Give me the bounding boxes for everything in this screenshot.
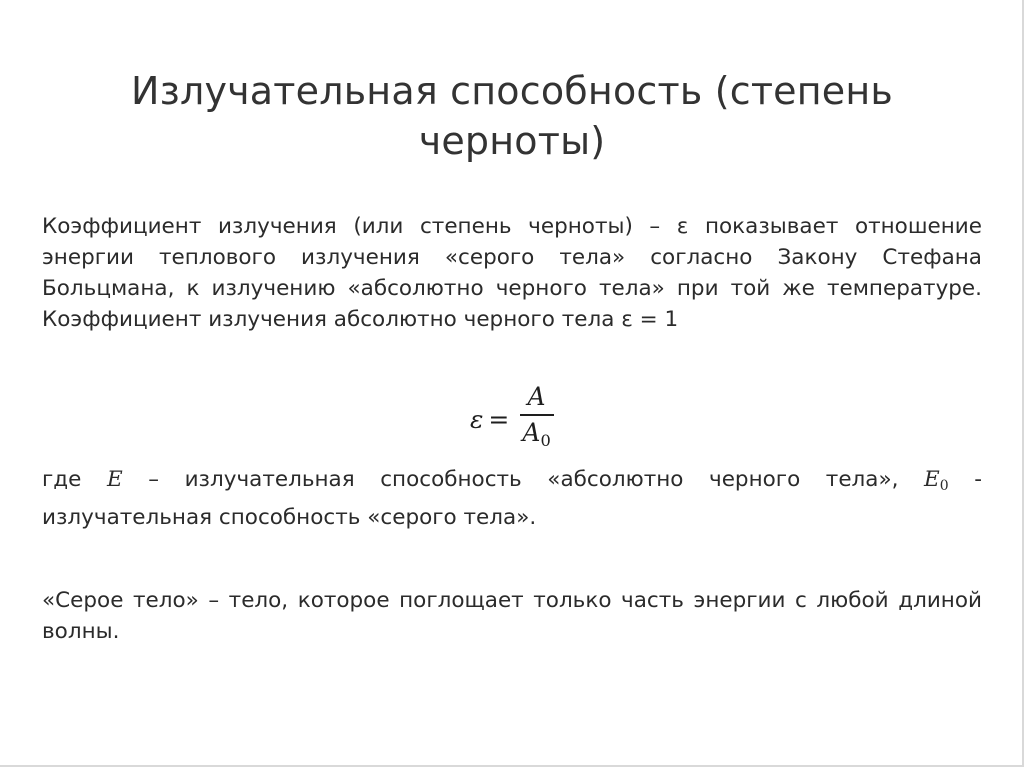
emissivity-formula	[470, 382, 557, 456]
variables-intro: где	[42, 467, 82, 492]
variable-e: E	[106, 467, 123, 492]
formula-denominator	[516, 416, 556, 455]
formula-fraction	[516, 383, 556, 454]
variables-paragraph	[42, 464, 982, 533]
grey-body-paragraph: «Серое тело» – тело, которое поглощает только часть энергии с любой длиной волны.	[42, 588, 982, 644]
definition-paragraph: Коэффициент излучения (или степень черноты) – ε показывает отношение энергии теплового излучения «серого тела» согласно Закону Стефана Больцмана, к излучению «абсолютно черного тела» при той же температуре. Коэффициент излучения абсолютно черного тела ε = 1	[42, 214, 982, 332]
variable-e-description: – излучательная способность «абсолютно черного тела»,	[148, 467, 899, 492]
formula-equals: =	[488, 404, 510, 434]
formula-numerator: A	[527, 382, 546, 412]
denominator-base: A	[522, 417, 541, 447]
denominator-subscript: 0	[540, 430, 551, 450]
slide-title: Излучательная способность (степень черноты)	[130, 69, 894, 163]
variable-e0-subscript: 0	[939, 478, 949, 495]
variable-e0-base: E	[924, 467, 940, 492]
formula-lhs: ε	[470, 404, 484, 434]
variable-e0	[924, 467, 949, 495]
variable-e0-description: - излучательная способность «серого тела».	[42, 467, 982, 531]
